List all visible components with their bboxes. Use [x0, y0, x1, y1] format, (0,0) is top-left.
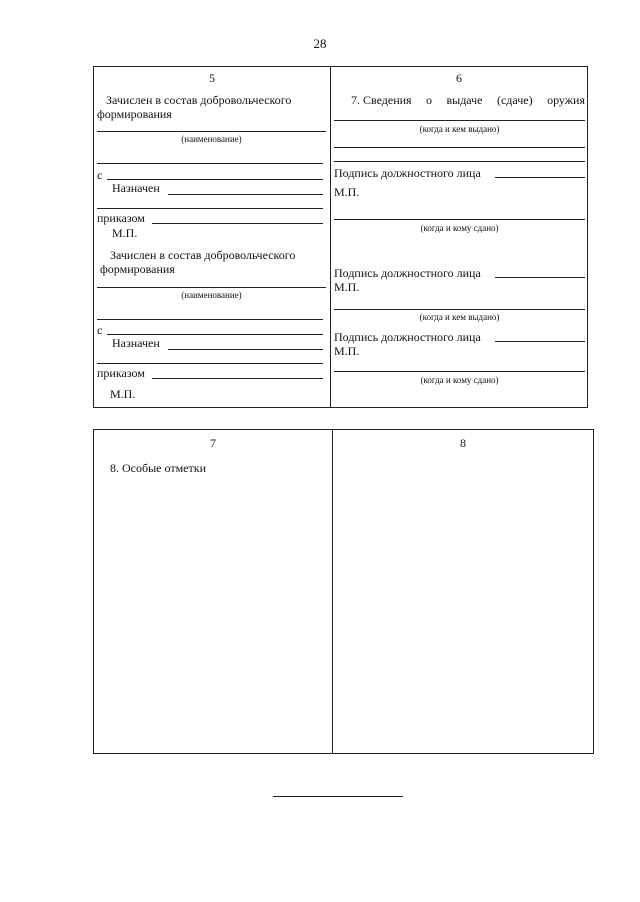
- signature-label-2: Подпись должностного лица: [334, 266, 481, 280]
- returned-caption-1: (когда и кому сдано): [420, 223, 499, 233]
- appointed-label-1: Назначен: [112, 181, 160, 195]
- enrolled-text-2: Зачислен в состав добровольческого: [110, 248, 296, 262]
- heading-word: выдаче: [446, 93, 483, 107]
- stamp-1: М.П.: [112, 226, 138, 240]
- column-8-number: 8: [460, 436, 466, 450]
- column-5-number: 5: [209, 71, 215, 85]
- heading-word: 7. Сведения: [351, 93, 412, 107]
- stamp-6-1: М.П.: [334, 185, 360, 199]
- from-label-2: с: [97, 323, 103, 337]
- blank-line-4: [97, 363, 323, 364]
- blank-line-5: [334, 147, 585, 148]
- order-line-1: [152, 223, 323, 224]
- signature-line-1: [495, 177, 585, 178]
- from-line-2: [107, 334, 323, 335]
- top-table-divider: [330, 66, 331, 408]
- issued-line-1: [334, 120, 585, 121]
- stamp-6-3: М.П.: [334, 344, 360, 358]
- issued-caption-1: (когда и кем выдано): [419, 124, 500, 134]
- heading-word: (сдаче): [496, 93, 533, 107]
- formation-text-1: формирования: [97, 107, 172, 121]
- blank-line-6: [334, 161, 585, 162]
- stamp-6-2: М.П.: [334, 280, 360, 294]
- signature-line-3: [495, 341, 585, 342]
- blank-line-2: [97, 208, 323, 209]
- signature-label-3: Подпись должностного лица: [334, 330, 481, 344]
- name-caption-1: (наименование): [181, 134, 242, 144]
- special-notes-label: 8. Особые отметки: [110, 461, 206, 475]
- end-separator-line: [273, 796, 403, 797]
- order-label-1: приказом: [97, 211, 145, 225]
- from-label-1: с: [97, 168, 103, 182]
- formation-line-1: [97, 131, 326, 132]
- weapon-issue-heading: [351, 93, 585, 107]
- formation-line-2: [97, 287, 326, 288]
- from-line-1: [107, 179, 323, 180]
- bottom-table: [93, 429, 594, 754]
- formation-text-2: формирования: [100, 262, 175, 276]
- name-caption-2: (наименование): [181, 290, 242, 300]
- returned-line-1: [334, 219, 585, 220]
- stamp-2: М.П.: [110, 387, 136, 401]
- signature-line-2: [495, 277, 585, 278]
- returned-line-2: [334, 371, 585, 372]
- blank-line-1: [97, 163, 323, 164]
- issued-line-2: [334, 309, 585, 310]
- order-label-2: приказом: [97, 366, 145, 380]
- bottom-table-divider: [332, 429, 333, 754]
- column-7-number: 7: [210, 436, 216, 450]
- appointed-label-2: Назначен: [112, 336, 160, 350]
- appointed-line-2: [168, 349, 323, 350]
- blank-line-3: [97, 319, 323, 320]
- returned-caption-2: (когда и кому сдано): [420, 375, 499, 385]
- order-line-2: [152, 378, 323, 379]
- issued-caption-2: (когда и кем выдано): [419, 312, 500, 322]
- enrolled-text-1: Зачислен в состав добровольческого: [106, 93, 292, 107]
- page-number: 28: [313, 36, 327, 51]
- appointed-line-1: [168, 194, 323, 195]
- column-6-number: 6: [456, 71, 462, 85]
- heading-word: о: [426, 93, 433, 107]
- heading-word: оружия: [547, 93, 585, 107]
- signature-label-1: Подпись должностного лица: [334, 166, 481, 180]
